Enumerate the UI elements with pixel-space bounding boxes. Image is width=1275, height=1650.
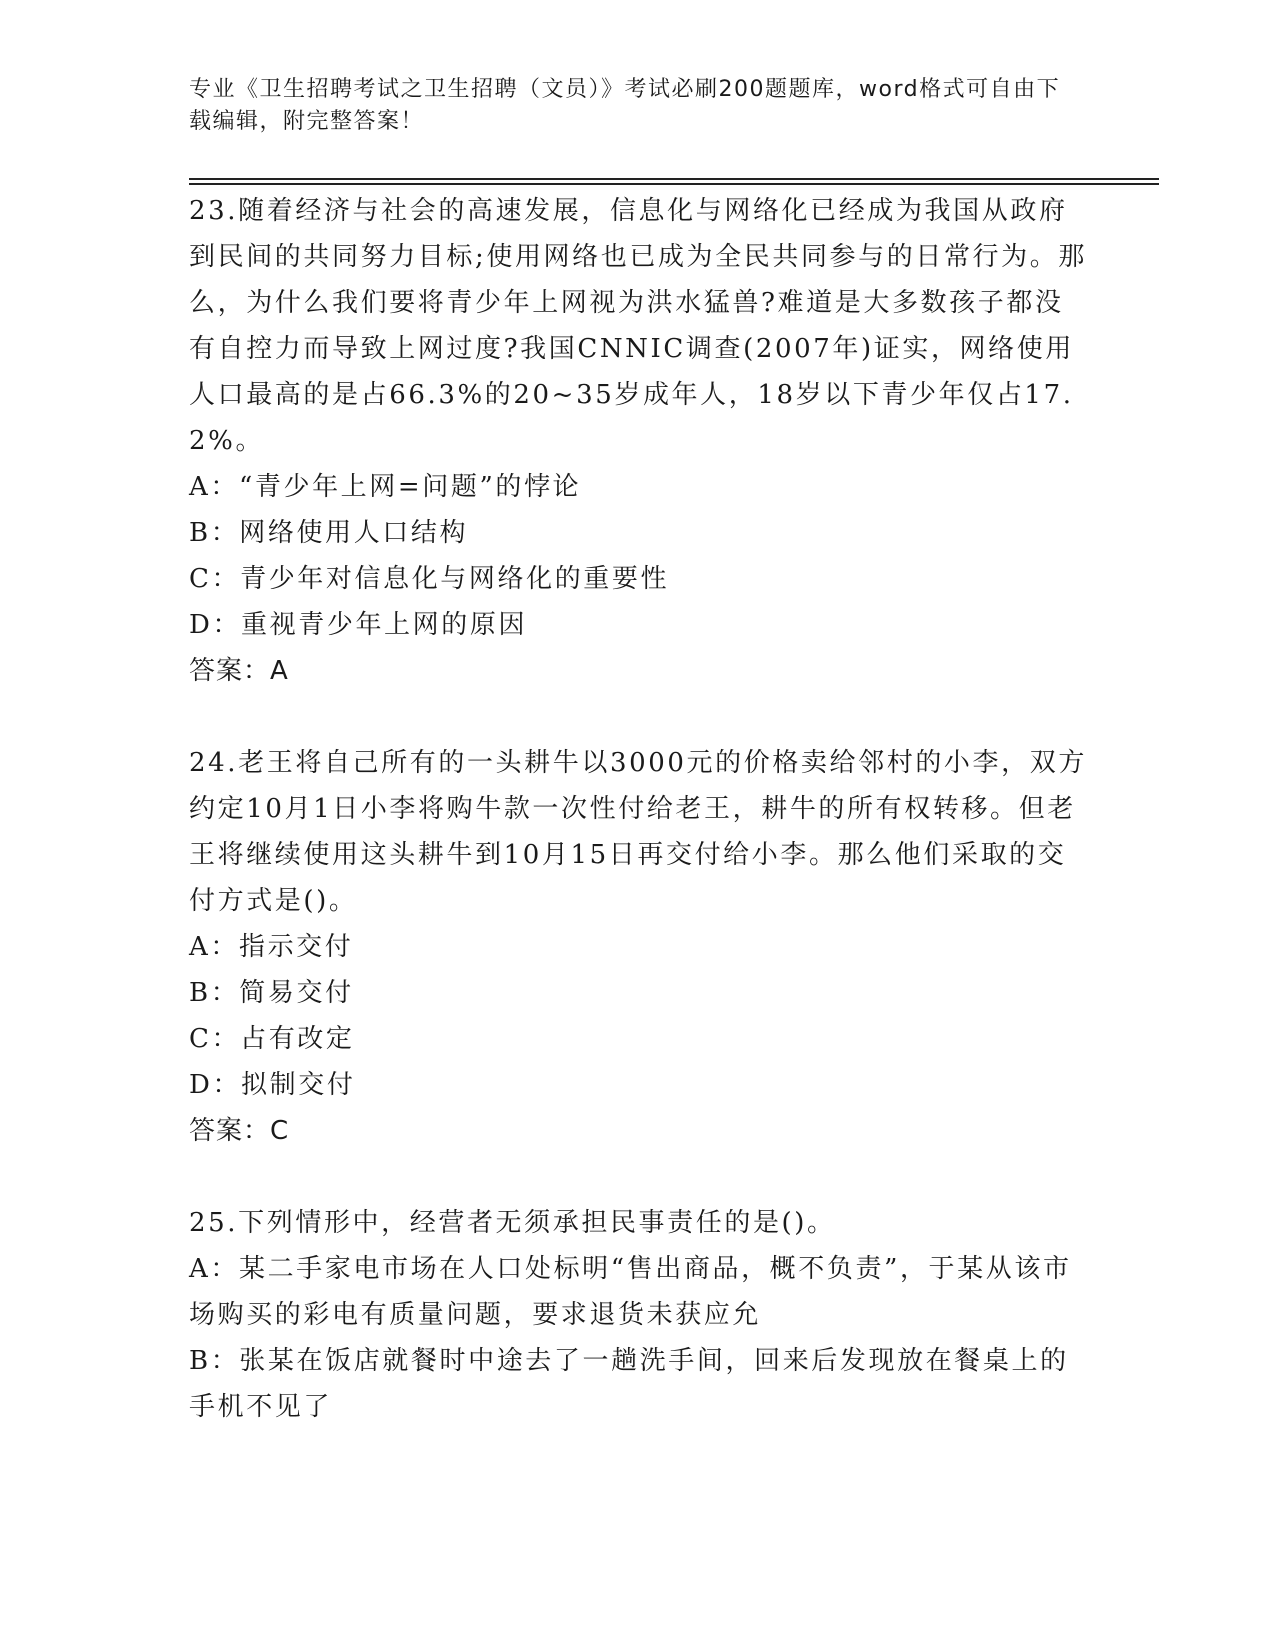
- option-b: B：网络使用人口结构: [189, 518, 469, 548]
- option-d: D：重视青少年上网的原因: [189, 610, 528, 640]
- option-a: A：某二手家电市场在人口处标明“售出商品，概不负责”，于某从该市场购买的彩电有质量问题，要求退货未获应允: [189, 1254, 1072, 1330]
- option-b: B：张某在饭店就餐时中途去了一趟洗手间，回来后发现放在餐桌上的手机不见了: [189, 1346, 1069, 1422]
- answer-label: 答案：C: [189, 1116, 290, 1146]
- question-stem: 25.下列情形中，经营者无须承担民事责任的是()。: [189, 1208, 836, 1238]
- questions-list: [189, 188, 1089, 1430]
- question-23: [189, 188, 1089, 694]
- question-25: [189, 1200, 1089, 1430]
- header-divider-top: [189, 178, 1159, 180]
- option-a: A：“青少年上网=问题”的悖论: [189, 472, 582, 502]
- question-stem: 24.老王将自己所有的一头耕牛以3000元的价格卖给邻村的小李，双方约定10月1日小李将购牛款一次性付给老王，耕牛的所有权转移。但老王将继续使用这头耕牛到10月15日再交付给小李。那么他们采取的交付方式是()。: [189, 748, 1087, 916]
- option-b: B：简易交付: [189, 978, 354, 1008]
- header-divider-bottom: [189, 183, 1159, 185]
- document-header: 专业《卫生招聘考试之卫生招聘（文员）》考试必刷200题题库，word格式可自由下载编辑，附完整答案！: [189, 77, 1061, 134]
- question-24: [189, 740, 1089, 1154]
- option-d: D：拟制交付: [189, 1070, 356, 1100]
- option-a: A：指示交付: [189, 932, 354, 962]
- question-stem: 23.随着经济与社会的高速发展，信息化与网络化已经成为我国从政府到民间的共同努力目标;使用网络也已成为全民共同参与的日常行为。那么，为什么我们要将青少年上网视为洪水猛兽?难道是大多数孩子都没有自控力而导致上网过度?我国CNNIC调查(2007年)证实，网络使用人口最高的是占66.3%的20~35岁成年人，18岁以下青少年仅占17.2%。: [189, 196, 1087, 456]
- option-c: C：青少年对信息化与网络化的重要性: [189, 564, 670, 594]
- answer-label: 答案：A: [189, 656, 289, 686]
- option-c: C：占有改定: [189, 1024, 355, 1054]
